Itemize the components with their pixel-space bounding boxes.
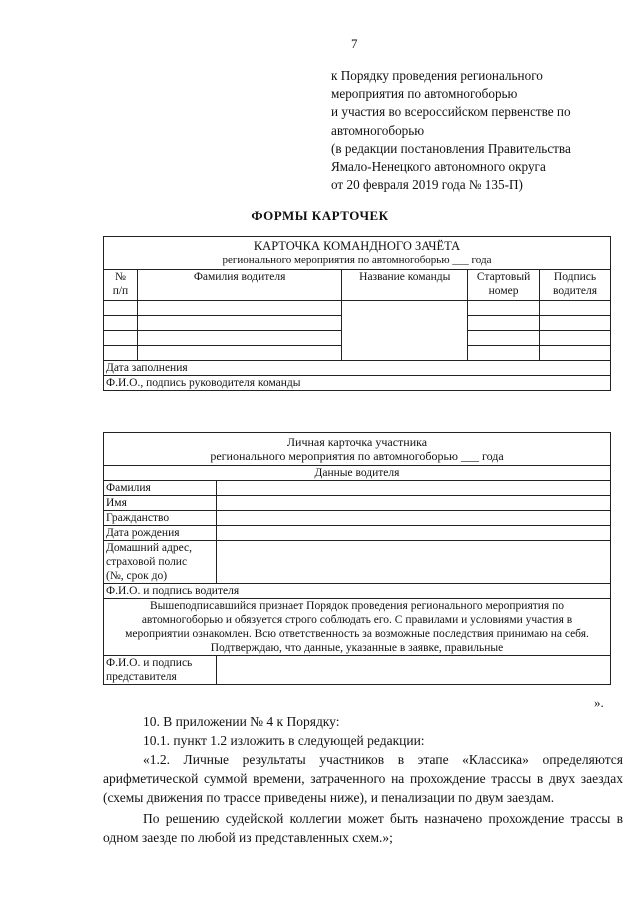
col-header-start-number: Стартовый номер [468, 270, 540, 301]
address-field[interactable] [216, 541, 610, 584]
leader-signature-label[interactable]: Ф.И.О., подпись руководителя команды [104, 376, 611, 391]
personal-card-title-cell [104, 433, 611, 466]
paragraph-judges: По решению судейской коллегии может быть назначено прохождение трассы в одном заезде по любой из представленных схем.»; [103, 811, 623, 845]
driver-signature-label[interactable]: Ф.И.О. и подпись водителя [104, 584, 611, 599]
name-label: Имя [104, 496, 217, 511]
header-line: автомногоборью [331, 122, 425, 138]
team-card-subtitle: регионального мероприятия по автомногоборью ___ года [222, 254, 492, 266]
table-cell[interactable] [137, 331, 341, 346]
surname-field[interactable] [216, 481, 610, 496]
col-header-num: № п/п [104, 270, 138, 301]
col-header-driver: Фамилия водителя [137, 270, 341, 301]
forms-title: ФОРМЫ КАРТОЧЕК [251, 208, 389, 223]
declaration-text: Вышеподписавшийся признает Порядок проведения регионального мероприятия по автомногоборью и обязуется строго соблюдать его. С правилами и условиями участия в мероприятии ознакомлен. Всю ответственность за возможные последствия принимаю на себя. Подтверждаю, что данные, указанные в заявке, правильные [104, 599, 611, 656]
header-line: и участия во всероссийском первенстве по [331, 104, 571, 120]
personal-card-title: Личная карточка участника [286, 435, 428, 449]
table-cell[interactable] [104, 346, 138, 361]
table-cell[interactable] [540, 346, 611, 361]
table-cell[interactable] [137, 301, 341, 316]
citizenship-field[interactable] [216, 511, 610, 526]
closing-quote: ». [594, 695, 604, 710]
driver-data-section: Данные водителя [104, 466, 611, 481]
header-line: к Порядку проведения регионального [331, 68, 543, 83]
header-line: от 20 февраля 2019 года № 135-П) [331, 177, 523, 193]
team-name-cell[interactable] [342, 301, 468, 361]
citizenship-label: Гражданство [104, 511, 217, 526]
header-line: Ямало-Ненецкого автономного округа [331, 159, 546, 175]
birth-date-field[interactable] [216, 526, 610, 541]
paragraph-10-1: 10.1. пункт 1.2 изложить в следующей редакции: [143, 733, 425, 748]
representative-signature-field[interactable] [216, 656, 610, 685]
table-cell[interactable] [104, 331, 138, 346]
appendix-header [331, 67, 631, 194]
table-cell[interactable] [540, 301, 611, 316]
table-cell[interactable] [468, 316, 540, 331]
fill-date-label[interactable]: Дата заполнения [104, 361, 611, 376]
name-field[interactable] [216, 496, 610, 511]
table-cell[interactable] [137, 316, 341, 331]
personal-card-subtitle: регионального мероприятия по автомногоборью ___ года [210, 449, 504, 463]
table-cell[interactable] [468, 301, 540, 316]
header-line: (в редакции постановления Правительства [331, 140, 571, 156]
surname-label: Фамилия [104, 481, 217, 496]
address-label: Домашний адрес, страховой полис (№, срок до) [104, 541, 217, 584]
body-paragraph [103, 712, 623, 847]
representative-signature-label: Ф.И.О. и подпись представителя [104, 656, 217, 685]
col-header-team: Название команды [342, 270, 468, 301]
paragraph-10: 10. В приложении № 4 к Порядку: [143, 714, 340, 729]
table-cell[interactable] [540, 316, 611, 331]
header-line: мероприятия по автомногоборью [331, 86, 518, 102]
col-header-signature: Подпись водителя [540, 270, 611, 301]
table-cell[interactable] [104, 316, 138, 331]
table-cell[interactable] [137, 346, 341, 361]
team-card-title-cell [104, 237, 611, 270]
team-card-title: КАРТОЧКА КОМАНДНОГО ЗАЧЁТА [253, 239, 461, 253]
page-number: 7 [351, 36, 358, 51]
table-cell[interactable] [104, 301, 138, 316]
paragraph-1-2: «1.2. Личные результаты участников в этапе «Классика» определяются арифметической суммой времени, затраченного на прохождение трассы в двух заездах (схемы движения по трассе приведены ниже), и пенализации по двум заездам. [103, 752, 623, 805]
table-cell[interactable] [468, 346, 540, 361]
birth-date-label: Дата рождения [104, 526, 217, 541]
personal-card-table [103, 432, 611, 685]
table-cell[interactable] [468, 331, 540, 346]
team-card-table [103, 236, 611, 391]
table-cell[interactable] [540, 331, 611, 346]
